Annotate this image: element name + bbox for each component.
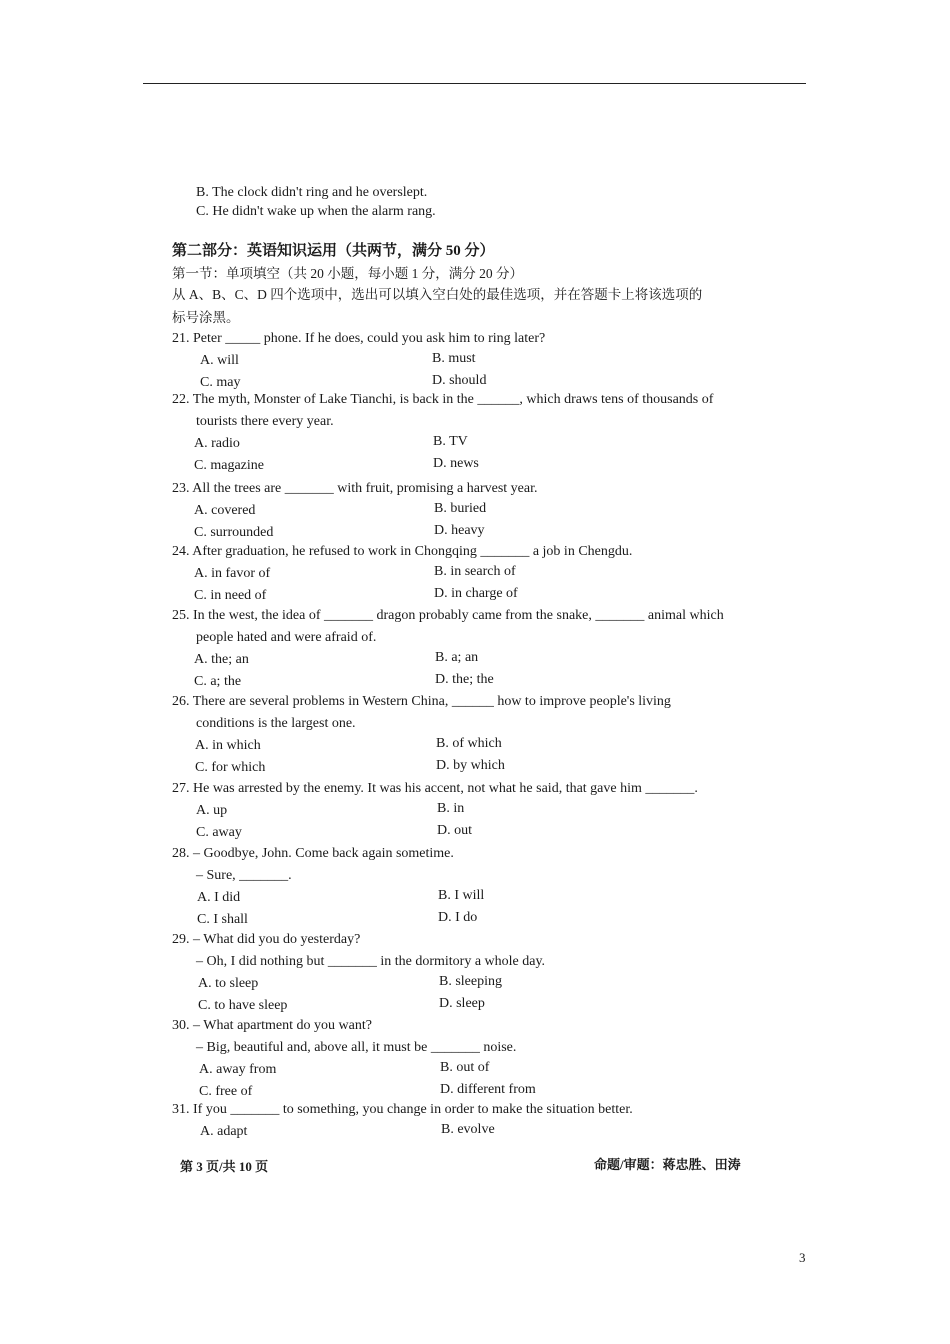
question-stem: conditions is the largest one. xyxy=(196,716,356,731)
answer-option: D. different from xyxy=(440,1082,536,1097)
answer-option: D. I do xyxy=(438,910,478,925)
answer-option: A. in which xyxy=(195,738,261,753)
answer-option: B. I will xyxy=(438,888,485,903)
header-rule xyxy=(143,83,806,84)
answer-option: A. covered xyxy=(194,503,256,518)
footer-authors: 命题/审题：蒋忠胜、田涛 xyxy=(594,1157,741,1172)
answer-option: C. may xyxy=(200,375,241,390)
question-stem: 29. – What did you do yesterday? xyxy=(172,932,361,947)
answer-option: C. a; the xyxy=(194,674,242,689)
answer-option: D. should xyxy=(432,373,487,388)
answer-option: D. news xyxy=(433,456,479,471)
answer-option: A. radio xyxy=(194,436,240,451)
answer-option: C. free of xyxy=(199,1084,253,1099)
question-stem: – Sure, _______. xyxy=(196,868,292,883)
answer-option: B. out of xyxy=(440,1060,490,1075)
answer-option: C. for which xyxy=(195,760,266,775)
answer-option: D. in charge of xyxy=(434,586,518,601)
answer-option: B. buried xyxy=(434,501,487,516)
answer-option: D. the; the xyxy=(435,672,494,687)
question-stem: 24. After graduation, he refused to work in Chongqing _______ a job in Chengdu. xyxy=(172,544,633,559)
answer-option: A. up xyxy=(196,803,228,818)
answer-option: B. sleeping xyxy=(439,974,502,989)
question-stem: 30. – What apartment do you want? xyxy=(172,1018,372,1033)
question-stem: 27. He was arrested by the enemy. It was his accent, not what he said, that gave him _______. xyxy=(172,781,698,796)
answer-option: B. evolve xyxy=(441,1122,495,1137)
answer-option: B. in search of xyxy=(434,564,516,579)
answer-option: A. I did xyxy=(197,890,241,905)
answer-option: A. in favor of xyxy=(194,566,271,581)
question-stem: tourists there every year. xyxy=(196,414,334,429)
answer-option: B. a; an xyxy=(435,650,479,665)
answer-option: D. out xyxy=(437,823,472,838)
question-stem: 23. All the trees are _______ with fruit, promising a harvest year. xyxy=(172,481,538,496)
answer-option: D. sleep xyxy=(439,996,485,1011)
answer-option: D. by which xyxy=(436,758,505,773)
question-stem: – Oh, I did nothing but _______ in the dormitory a whole day. xyxy=(196,954,546,969)
answer-option: B. TV xyxy=(433,434,468,449)
prev-option-c: C. He didn't wake up when the alarm rang. xyxy=(196,204,436,219)
question-stem: 26. There are several problems in Western China, ______ how to improve people's living xyxy=(172,694,671,709)
question-stem: 31. If you _______ to something, you change in order to make the situation better. xyxy=(172,1102,633,1117)
answer-option: A. the; an xyxy=(194,652,249,667)
answer-option: C. surrounded xyxy=(194,525,274,540)
answer-option: A. away from xyxy=(199,1062,277,1077)
answer-option: A. will xyxy=(200,353,239,368)
instructions-line: 标号涂黑。 xyxy=(172,310,240,325)
answer-option: B. of which xyxy=(436,736,502,751)
answer-option: A. to sleep xyxy=(198,976,259,991)
question-stem: 21. Peter _____ phone. If he does, could you ask him to ring later? xyxy=(172,331,546,346)
answer-option: C. I shall xyxy=(197,912,248,927)
answer-option: B. in xyxy=(437,801,465,816)
part-title: 第二部分：英语知识运用（共两节，满分 50 分） xyxy=(172,243,495,259)
answer-option: C. to have sleep xyxy=(198,998,288,1013)
question-stem: people hated and were afraid of. xyxy=(196,630,377,645)
answer-option: C. magazine xyxy=(194,458,264,473)
answer-option: D. heavy xyxy=(434,523,485,538)
footer-page-info: 第 3 页/共 10 页 xyxy=(180,1159,269,1174)
question-stem: 25. In the west, the idea of _______ dragon probably came from the snake, _______ animal which xyxy=(172,608,724,623)
answer-option: B. must xyxy=(432,351,476,366)
section-title: 第一节：单项填空（共 20 小题，每小题 1 分，满分 20 分） xyxy=(172,266,523,281)
question-stem: – Big, beautiful and, above all, it must be _______ noise. xyxy=(196,1040,517,1055)
page-number: 3 xyxy=(799,1250,806,1265)
question-stem: 28. – Goodbye, John. Come back again sometime. xyxy=(172,846,454,861)
question-stem: 22. The myth, Monster of Lake Tianchi, is back in the ______, which draws tens of thousands of xyxy=(172,392,714,407)
instructions-line: 从 A、B、C、D 四个选项中，选出可以填入空白处的最佳选项，并在答题卡上将该选项的 xyxy=(172,287,703,302)
prev-option-b: B. The clock didn't ring and he overslept. xyxy=(196,185,428,200)
answer-option: C. in need of xyxy=(194,588,267,603)
answer-option: C. away xyxy=(196,825,242,840)
answer-option: A. adapt xyxy=(200,1124,248,1139)
